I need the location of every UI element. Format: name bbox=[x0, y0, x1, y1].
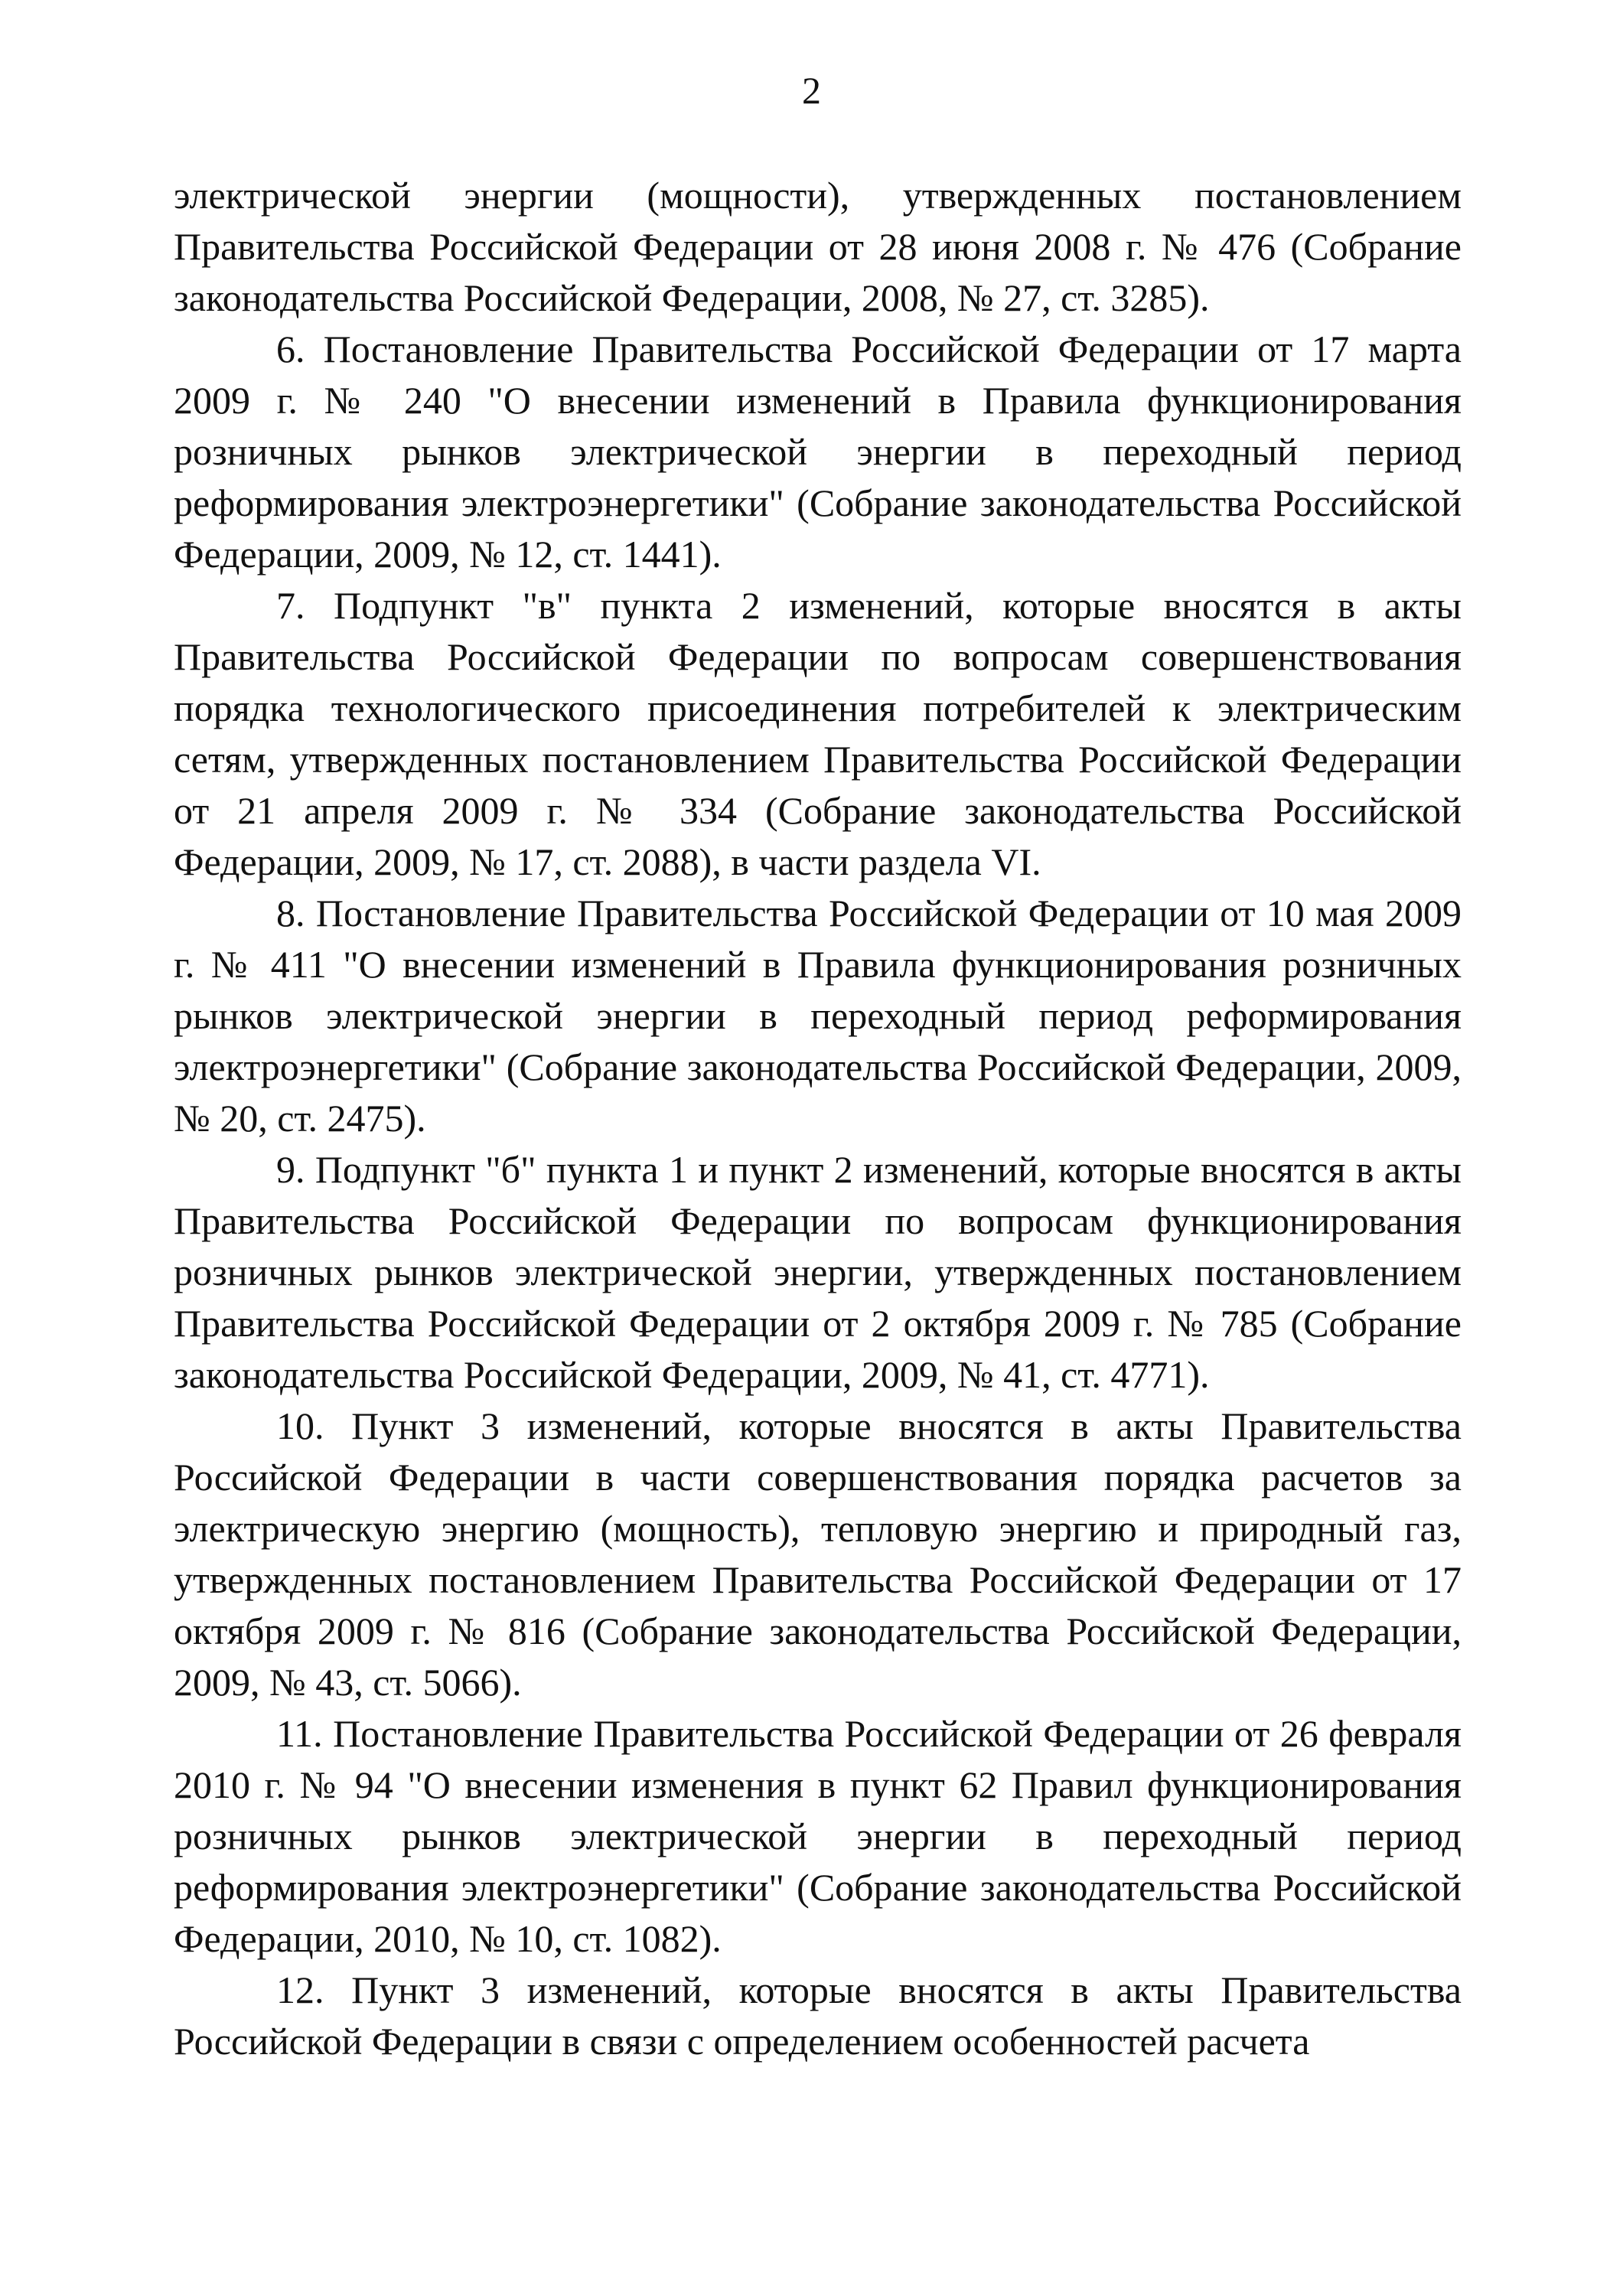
paragraph-item-6: 6. Постановление Правительства Российской Федерации от 17 марта 2009 г. № 240 "О внесении изменений в Правила функционирования розничных рынков электрической энергии в переходный период реформирования электроэнергетики" (Собрание законодательства Российской Федерации, 2009, № 12, ст. 1441). bbox=[174, 328, 1462, 576]
paragraph-item-7: 7. Подпункт "в" пункта 2 изменений, которые вносятся в акты Правительства Российской Федерации по вопросам совершенствования порядка технологического присоединения потребителей к электрическим сетям, утвержденных постановлением Правительства Российской Федерации от 21 апреля 2009 г. № 334 (Собрание законодательства Российской Федерации, 2009, № 17, ст. 2088), в части раздела VI. bbox=[174, 584, 1462, 883]
page-number: 2 bbox=[802, 69, 821, 112]
paragraph-item-11: 11. Постановление Правительства Российской Федерации от 26 февраля 2010 г. № 94 "О внесении изменения в пункт 62 Правил функционирования розничных рынков электрической энергии в переходный период реформирования электроэнергетики" (Собрание законодательства Российской Федерации, 2010, № 10, ст. 1082). bbox=[174, 1712, 1462, 1960]
paragraph-item-12: 12. Пункт 3 изменений, которые вносятся в акты Правительства Российской Федерации в связи с определением особенностей расчета bbox=[174, 1968, 1462, 2063]
paragraph-item-10: 10. Пункт 3 изменений, которые вносятся в акты Правительства Российской Федерации в части совершенствования порядка расчетов за электрическую энергию (мощность), тепловую энергию и природный газ, утвержденных постановлением Правительства Российской Федерации от 17 октября 2009 г. № 816 (Собрание законодательства Российской Федерации, 2009, № 43, ст. 5066). bbox=[174, 1404, 1462, 1704]
paragraph-item-8: 8. Постановление Правительства Российской Федерации от 10 мая 2009 г. № 411 "О внесении изменений в Правила функционирования розничных рынков электрической энергии в переходный период реформирования электроэнергетики" (Собрание законодательства Российской Федерации, 2009, № 20, ст. 2475). bbox=[174, 892, 1462, 1140]
paragraph-item-9: 9. Подпункт "б" пункта 1 и пункт 2 изменений, которые вносятся в акты Правительства Российской Федерации по вопросам функционирования розничных рынков электрической энергии, утвержденных постановлением Правительства Российской Федерации от 2 октября 2009 г. № 785 (Собрание законодательства Российской Федерации, 2009, № 41, ст. 4771). bbox=[174, 1148, 1462, 1396]
paragraph-continuation: электрической энергии (мощности), утвержденных постановлением Правительства Российской Федерации от 28 июня 2008 г. № 476 (Собрание законодательства Российской Федерации, 2008, № 27, ст. 3285). bbox=[174, 174, 1462, 319]
document-body bbox=[174, 170, 1462, 2067]
